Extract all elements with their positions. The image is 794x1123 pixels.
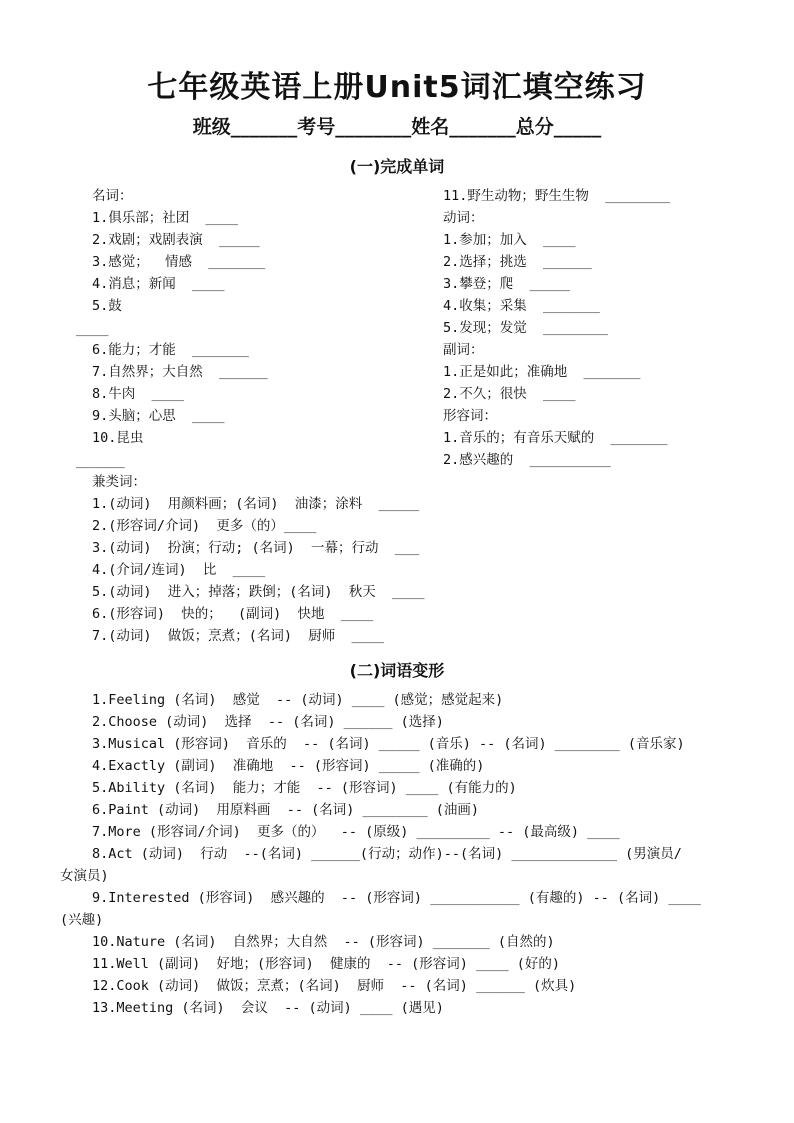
list-item: 4.消息；新闻 ____ bbox=[92, 276, 225, 292]
list-item: 13.Meeting (名词) 会议 -- (动词) ____ (遇见) bbox=[92, 1000, 444, 1016]
list-item: 3.(动词) 扮演；行动; (名词) 一幕；行动 ___ bbox=[92, 540, 420, 556]
list-item: 1.音乐的；有音乐天赋的 _______ bbox=[443, 430, 668, 446]
adverb-header: 副词： bbox=[443, 342, 484, 358]
list-item: 6.Paint (动词) 用原料画 -- (名词) ________ (油画) bbox=[92, 802, 479, 818]
list-item: 8.牛肉 ____ bbox=[92, 386, 185, 402]
list-item: 5.(动词) 进入；掉落；跌倒；(名词) 秋天 ____ bbox=[92, 584, 425, 600]
list-item-continuation: 女演员) bbox=[60, 868, 109, 884]
multi-class-header: 兼类词： bbox=[92, 474, 146, 490]
list-item: 9.Interested (形容词) 感兴趣的 -- (形容词) ___________ (有趣的) -- (名词) ____ bbox=[92, 890, 701, 906]
noun-header: 名词： bbox=[92, 188, 133, 204]
list-item: 2.戏剧；戏剧表演 _____ bbox=[92, 232, 260, 248]
list-item-blank: ______ bbox=[76, 453, 125, 469]
list-item: 3.Musical (形容词) 音乐的 -- (名词) _____ (音乐) -- (名词) ________ (音乐家) bbox=[92, 736, 685, 752]
list-item: 6.(形容词) 快的； (副词) 快地 ____ bbox=[92, 606, 374, 622]
list-item: 4.(介词/连词) 比 ____ bbox=[92, 562, 266, 578]
list-item: 1.正是如此；准确地 _______ bbox=[443, 364, 641, 380]
list-item: 8.Act (动词) 行动 --(名词) ______(行动；动作)--(名词) _____________ (男演员/ bbox=[92, 846, 682, 862]
adjective-header: 形容词： bbox=[443, 408, 497, 424]
list-item: 6.能力；才能 _______ bbox=[92, 342, 249, 358]
list-item: 10.昆虫 bbox=[92, 430, 144, 446]
list-item: 12.Cook (动词) 做饭；烹煮；(名词) 厨师 -- (名词) ______ (炊具) bbox=[92, 978, 577, 994]
list-item: 1.(动词) 用颜料画；(名词) 油漆；涂料 _____ bbox=[92, 496, 420, 512]
list-item: 2.Choose (动词) 选择 -- (名词) ______ (选择) bbox=[92, 714, 444, 730]
section-1-heading: (一)完成单词 bbox=[349, 157, 445, 176]
page-title: 七年级英语上册Unit5词汇填空练习 bbox=[147, 70, 647, 105]
list-item: 4.Exactly (副词) 准确地 -- (形容词) _____ (准确的) bbox=[92, 758, 485, 774]
list-item: 11.野生动物；野生生物 ________ bbox=[443, 188, 671, 204]
list-item: 9.头脑；心思 ____ bbox=[92, 408, 225, 424]
list-item: 5.Ability (名词) 能力；才能 -- (形容词) ____ (有能力的) bbox=[92, 780, 517, 796]
list-item: 7.自然界；大自然 ______ bbox=[92, 364, 268, 380]
list-item: 1.参加；加入 ____ bbox=[443, 232, 576, 248]
list-item: 2.选择；挑选 ______ bbox=[443, 254, 592, 270]
list-item: 2.不久；很快 ____ bbox=[443, 386, 576, 402]
list-item-blank: ____ bbox=[76, 321, 109, 337]
student-info-line: 班级_______考号________姓名_______总分_____ bbox=[192, 116, 602, 138]
list-item: 2.(形容词/介词) 更多（的）____ bbox=[92, 518, 317, 534]
list-item: 1.Feeling (名词) 感觉 -- (动词) ____ (感觉；感觉起来) bbox=[92, 692, 504, 708]
list-item: 7.More (形容词/介词) 更多（的） -- (原级) _________ -- (最高级) ____ bbox=[92, 824, 620, 840]
list-item: 5.鼓 bbox=[92, 298, 122, 314]
section-2-heading: (二)词语变形 bbox=[349, 661, 445, 680]
list-item: 1.俱乐部；社团 ____ bbox=[92, 210, 239, 226]
verb-header: 动词： bbox=[443, 210, 484, 226]
list-item: 5.发现；发觉 ________ bbox=[443, 320, 609, 336]
list-item: 7.(动词) 做饭；烹煮；(名词) 厨师 ____ bbox=[92, 628, 385, 644]
list-item: 3.感觉； 情感 _______ bbox=[92, 254, 266, 270]
list-item: 10.Nature (名词) 自然界；大自然 -- (形容词) _______ (自然的) bbox=[92, 934, 555, 950]
list-item: 11.Well (副词) 好地；(形容词) 健康的 -- (形容词) ____ (好的) bbox=[92, 956, 560, 972]
list-item: 2.感兴趣的 __________ bbox=[443, 452, 611, 468]
list-item: 3.攀登；爬 _____ bbox=[443, 276, 571, 292]
list-item: 4.收集；采集 _______ bbox=[443, 298, 600, 314]
list-item-continuation: (兴趣) bbox=[60, 912, 104, 928]
